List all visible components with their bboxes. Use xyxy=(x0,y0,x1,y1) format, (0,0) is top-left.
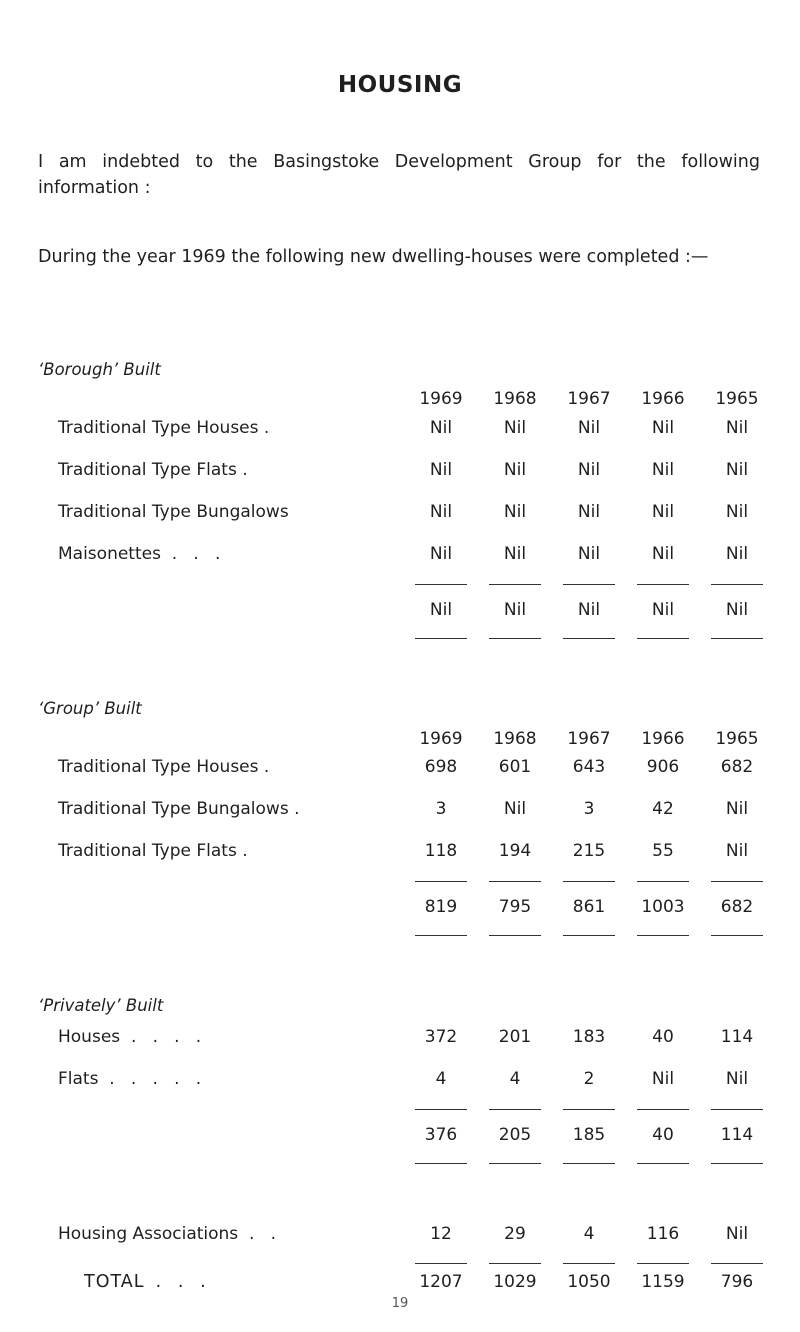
data-cell: Nil xyxy=(577,502,601,522)
row-label-text: Flats xyxy=(58,1069,99,1089)
rule-line xyxy=(711,1163,763,1164)
rule-line xyxy=(637,935,689,936)
subtotal-cell: Nil xyxy=(429,600,453,620)
rule-line xyxy=(637,1163,689,1164)
data-cell: Nil xyxy=(725,799,749,819)
subtotal-cell: 40 xyxy=(652,1125,674,1145)
data-cell: 601 xyxy=(498,757,532,777)
rule-line xyxy=(637,881,689,882)
rule-line xyxy=(563,881,615,882)
rule-line xyxy=(489,584,541,585)
intro-paragraph: I am indebted to the Basingstoke Development Group for the following information : xyxy=(38,152,760,198)
total-cell: 1159 xyxy=(641,1272,685,1292)
data-cell: Nil xyxy=(725,460,749,480)
rule-line xyxy=(637,584,689,585)
data-cell: 4 xyxy=(435,1069,447,1089)
rule-line xyxy=(415,638,467,639)
row-label xyxy=(58,502,289,522)
row-label-text: Traditional Type Flats xyxy=(58,841,237,861)
rule-line xyxy=(637,638,689,639)
subtotal-cell: 795 xyxy=(498,897,532,917)
leader-dots: . xyxy=(258,418,270,438)
total-cell: 796 xyxy=(720,1272,754,1292)
housing-associations-cell: 4 xyxy=(583,1224,595,1244)
row-label-text: Houses xyxy=(58,1027,121,1047)
page-title: HOUSING xyxy=(337,72,463,98)
data-cell: 55 xyxy=(652,841,674,861)
leader-dots: . xyxy=(236,460,248,480)
year-header: 1967 xyxy=(567,389,611,409)
row-label-text: Traditional Type Flats xyxy=(58,460,237,480)
subtotal-cell: 861 xyxy=(572,897,606,917)
data-cell: Nil xyxy=(651,1069,675,1089)
rule-line xyxy=(637,1109,689,1110)
summary-paragraph: During the year 1969 the following new dwelling-houses were completed :— xyxy=(38,247,709,267)
leader-dots: . . . . . xyxy=(98,1069,202,1089)
data-cell: 42 xyxy=(652,799,674,819)
data-cell: Nil xyxy=(651,418,675,438)
data-cell: 194 xyxy=(498,841,532,861)
data-cell: Nil xyxy=(503,418,527,438)
housing-associations-cell: 12 xyxy=(430,1224,452,1244)
rule-line xyxy=(415,1263,467,1264)
row-label xyxy=(58,544,220,564)
rule-line xyxy=(415,584,467,585)
leader-dots: . . . . xyxy=(120,1027,202,1047)
row-label-text: Traditional Type Bungalows xyxy=(58,502,289,522)
year-header: 1965 xyxy=(715,729,759,749)
data-cell: 118 xyxy=(424,841,458,861)
rule-line xyxy=(563,1163,615,1164)
data-cell: Nil xyxy=(725,544,749,564)
rule-line xyxy=(563,1263,615,1264)
data-cell: 3 xyxy=(583,799,595,819)
rule-line xyxy=(563,1109,615,1110)
row-label-text: Traditional Type Houses xyxy=(58,757,259,777)
housing-associations-cell: 116 xyxy=(646,1224,680,1244)
data-cell: 201 xyxy=(498,1027,532,1047)
year-header: 1969 xyxy=(419,729,463,749)
rule-line xyxy=(415,1109,467,1110)
year-header: 1968 xyxy=(493,389,537,409)
subtotal-cell: Nil xyxy=(651,600,675,620)
data-cell: Nil xyxy=(725,502,749,522)
total-cell: 1050 xyxy=(567,1272,611,1292)
rule-line xyxy=(489,881,541,882)
leader-dots: . xyxy=(288,799,300,819)
housing-associations-cell: Nil xyxy=(725,1224,749,1244)
row-label xyxy=(58,841,248,861)
rule-line xyxy=(489,638,541,639)
total-cell: 1029 xyxy=(493,1272,537,1292)
rule-line xyxy=(489,1263,541,1264)
rule-line xyxy=(711,935,763,936)
row-label xyxy=(58,1069,201,1089)
total-label xyxy=(84,1272,206,1292)
data-cell: Nil xyxy=(725,841,749,861)
year-header: 1966 xyxy=(641,729,685,749)
subtotal-cell: 1003 xyxy=(641,897,685,917)
data-cell: Nil xyxy=(725,418,749,438)
section-heading: ‘Group’ Built xyxy=(38,699,142,718)
rule-line xyxy=(415,1163,467,1164)
data-cell: Nil xyxy=(503,460,527,480)
data-cell: 682 xyxy=(720,757,754,777)
data-cell: Nil xyxy=(577,418,601,438)
subtotal-cell: 682 xyxy=(720,897,754,917)
subtotal-cell: 185 xyxy=(572,1125,606,1145)
leader-dots: . xyxy=(236,841,248,861)
rule-line xyxy=(563,935,615,936)
subtotal-cell: 376 xyxy=(424,1125,458,1145)
subtotal-cell: 114 xyxy=(720,1125,754,1145)
data-cell: 215 xyxy=(572,841,606,861)
row-label xyxy=(58,418,269,438)
rule-line xyxy=(489,935,541,936)
row-label-text: Housing Associations xyxy=(58,1224,239,1244)
data-cell: Nil xyxy=(503,544,527,564)
row-label xyxy=(58,757,269,777)
leader-dots: . xyxy=(258,757,270,777)
leader-dots: . . xyxy=(238,1224,276,1244)
year-header: 1965 xyxy=(715,389,759,409)
data-cell: Nil xyxy=(429,418,453,438)
total-cell: 1207 xyxy=(419,1272,463,1292)
subtotal-cell: Nil xyxy=(577,600,601,620)
housing-associations-label xyxy=(58,1224,276,1244)
data-cell: 40 xyxy=(652,1027,674,1047)
section-heading: ‘Privately’ Built xyxy=(38,996,164,1015)
subtotal-cell: Nil xyxy=(503,600,527,620)
year-header: 1969 xyxy=(419,389,463,409)
data-cell: Nil xyxy=(429,460,453,480)
rule-line xyxy=(489,1109,541,1110)
row-label-text: Traditional Type Houses xyxy=(58,418,259,438)
data-cell: Nil xyxy=(651,502,675,522)
row-label-text: Maisonettes xyxy=(58,544,161,564)
rule-line xyxy=(637,1263,689,1264)
data-cell: 2 xyxy=(583,1069,595,1089)
rule-line xyxy=(563,584,615,585)
data-cell: 372 xyxy=(424,1027,458,1047)
rule-line xyxy=(711,1263,763,1264)
rule-line xyxy=(563,638,615,639)
subtotal-cell: 205 xyxy=(498,1125,532,1145)
year-header: 1966 xyxy=(641,389,685,409)
total-label-text: TOTAL xyxy=(84,1272,145,1292)
leader-dots: . . . xyxy=(160,544,221,564)
data-cell: Nil xyxy=(503,799,527,819)
page-number: 19 xyxy=(391,1296,409,1311)
data-cell: Nil xyxy=(429,544,453,564)
data-cell: Nil xyxy=(651,544,675,564)
data-cell: 906 xyxy=(646,757,680,777)
data-cell: Nil xyxy=(577,544,601,564)
data-cell: 183 xyxy=(572,1027,606,1047)
rule-line xyxy=(415,881,467,882)
section-heading: ‘Borough’ Built xyxy=(38,360,161,379)
data-cell: Nil xyxy=(577,460,601,480)
data-cell: Nil xyxy=(503,502,527,522)
leader-dots: . . . xyxy=(144,1272,206,1292)
data-cell: Nil xyxy=(651,460,675,480)
rule-line xyxy=(489,1163,541,1164)
data-cell: 3 xyxy=(435,799,447,819)
data-cell: 114 xyxy=(720,1027,754,1047)
year-header: 1967 xyxy=(567,729,611,749)
data-cell: 4 xyxy=(509,1069,521,1089)
row-label xyxy=(58,799,299,819)
data-cell: 698 xyxy=(424,757,458,777)
subtotal-cell: Nil xyxy=(725,600,749,620)
row-label-text: Traditional Type Bungalows xyxy=(58,799,289,819)
year-header: 1968 xyxy=(493,729,537,749)
rule-line xyxy=(711,881,763,882)
rule-line xyxy=(415,935,467,936)
data-cell: Nil xyxy=(429,502,453,522)
housing-associations-cell: 29 xyxy=(504,1224,526,1244)
data-cell: Nil xyxy=(725,1069,749,1089)
rule-line xyxy=(711,584,763,585)
rule-line xyxy=(711,1109,763,1110)
subtotal-cell: 819 xyxy=(424,897,458,917)
row-label xyxy=(58,460,248,480)
rule-line xyxy=(711,638,763,639)
row-label xyxy=(58,1027,201,1047)
data-cell: 643 xyxy=(572,757,606,777)
